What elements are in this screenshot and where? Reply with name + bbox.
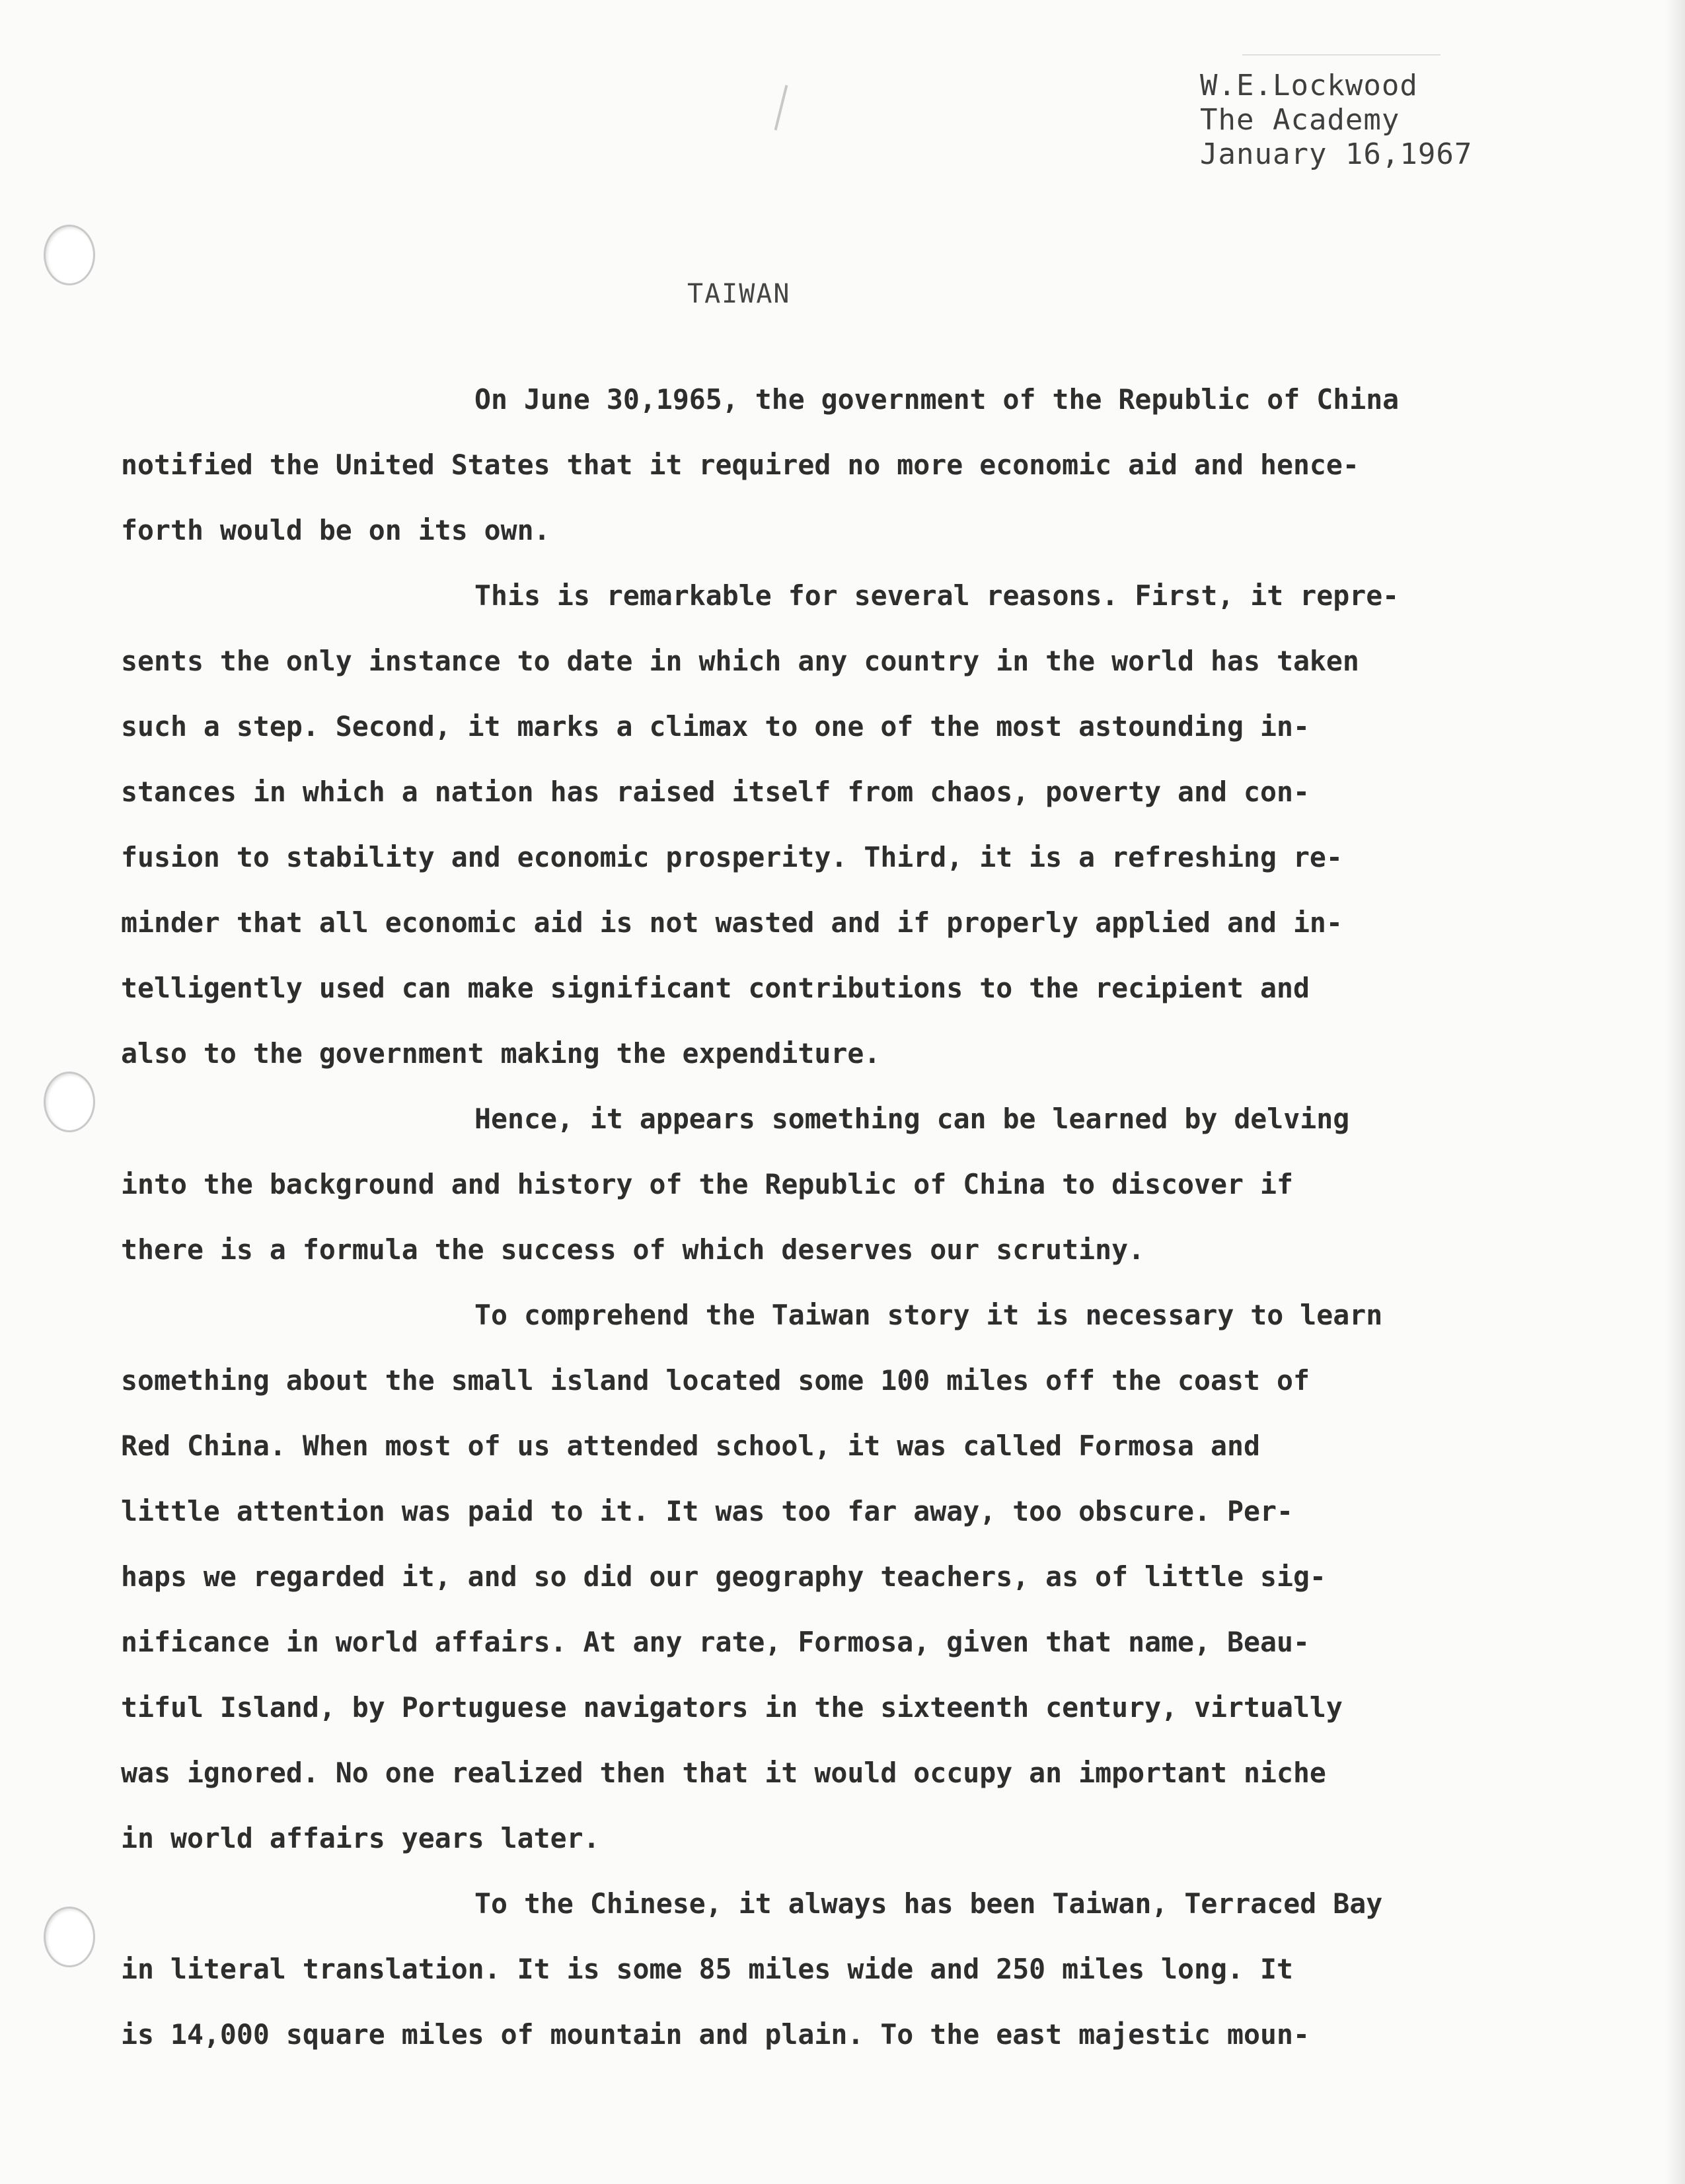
body-line: forth would be on its own.: [121, 514, 550, 546]
body-line: also to the government making the expenditure.: [121, 1037, 881, 1070]
body-line: fusion to stability and economic prosperity. Third, it is a refreshing re-: [121, 841, 1343, 873]
body-line: This is remarkable for several reasons. First, it repre-: [474, 579, 1400, 612]
body-line: there is a formula the success of which deserves our scrutiny.: [121, 1233, 1145, 1266]
body-line: On June 30,1965, the government of the Republic of China: [474, 383, 1400, 416]
organization-line: The Academy: [1200, 103, 1400, 137]
body-line: such a step. Second, it marks a climax to one of the most astounding in-: [121, 710, 1310, 743]
letter-header: [1200, 69, 1472, 172]
body-line: Hence, it appears something can be learned by delving: [474, 1103, 1350, 1135]
body-line: minder that all economic aid is not wasted and if properly applied and in-: [121, 906, 1343, 939]
body-line: something about the small island located some 100 miles off the coast of: [121, 1364, 1310, 1397]
body-line: little attention was paid to it. It was too far away, too obscure. Per-: [121, 1495, 1293, 1527]
punch-hole-bottom: [44, 1907, 95, 1967]
body-line: nificance in world affairs. At any rate, Formosa, given that name, Beau-: [121, 1626, 1310, 1658]
date-line: January 16,1967: [1200, 137, 1473, 171]
body-line: telligently used can make significant contributions to the recipient and: [121, 972, 1310, 1004]
body-line: notified the United States that it required no more economic aid and hence-: [121, 449, 1359, 481]
stray-pencil-mark: [774, 85, 788, 131]
document-title: TAIWAN: [687, 279, 791, 309]
body-line: in literal translation. It is some 85 miles wide and 250 miles long. It: [121, 1953, 1293, 1985]
body-line: into the background and history of the Republic of China to discover if: [121, 1168, 1293, 1200]
body-line: is 14,000 square miles of mountain and plain. To the east majestic moun-: [121, 2018, 1310, 2051]
body-line: sents the only instance to date in which any country in the world has taken: [121, 645, 1359, 677]
body-line: Red China. When most of us attended school, it was called Formosa and: [121, 1430, 1260, 1462]
document-body: [121, 367, 1601, 2067]
punch-hole-middle: [44, 1072, 95, 1132]
body-line: in world affairs years later.: [121, 1822, 600, 1854]
body-line: haps we regarded it, and so did our geography teachers, as of little sig-: [121, 1560, 1326, 1593]
faint-header-rule: [1242, 54, 1441, 55]
page-edge-shadow: [1665, 0, 1685, 2184]
body-line: To comprehend the Taiwan story it is necessary to learn: [474, 1299, 1383, 1331]
body-line: was ignored. No one realized then that it would occupy an important niche: [121, 1757, 1326, 1789]
body-line: tiful Island, by Portuguese navigators in the sixteenth century, virtually: [121, 1691, 1343, 1724]
body-line: To the Chinese, it always has been Taiwan, Terraced Bay: [474, 1887, 1383, 1920]
body-line: stances in which a nation has raised itself from chaos, poverty and con-: [121, 776, 1310, 808]
punch-hole-top: [44, 225, 95, 285]
author-line: W.E.Lockwood: [1200, 69, 1418, 102]
